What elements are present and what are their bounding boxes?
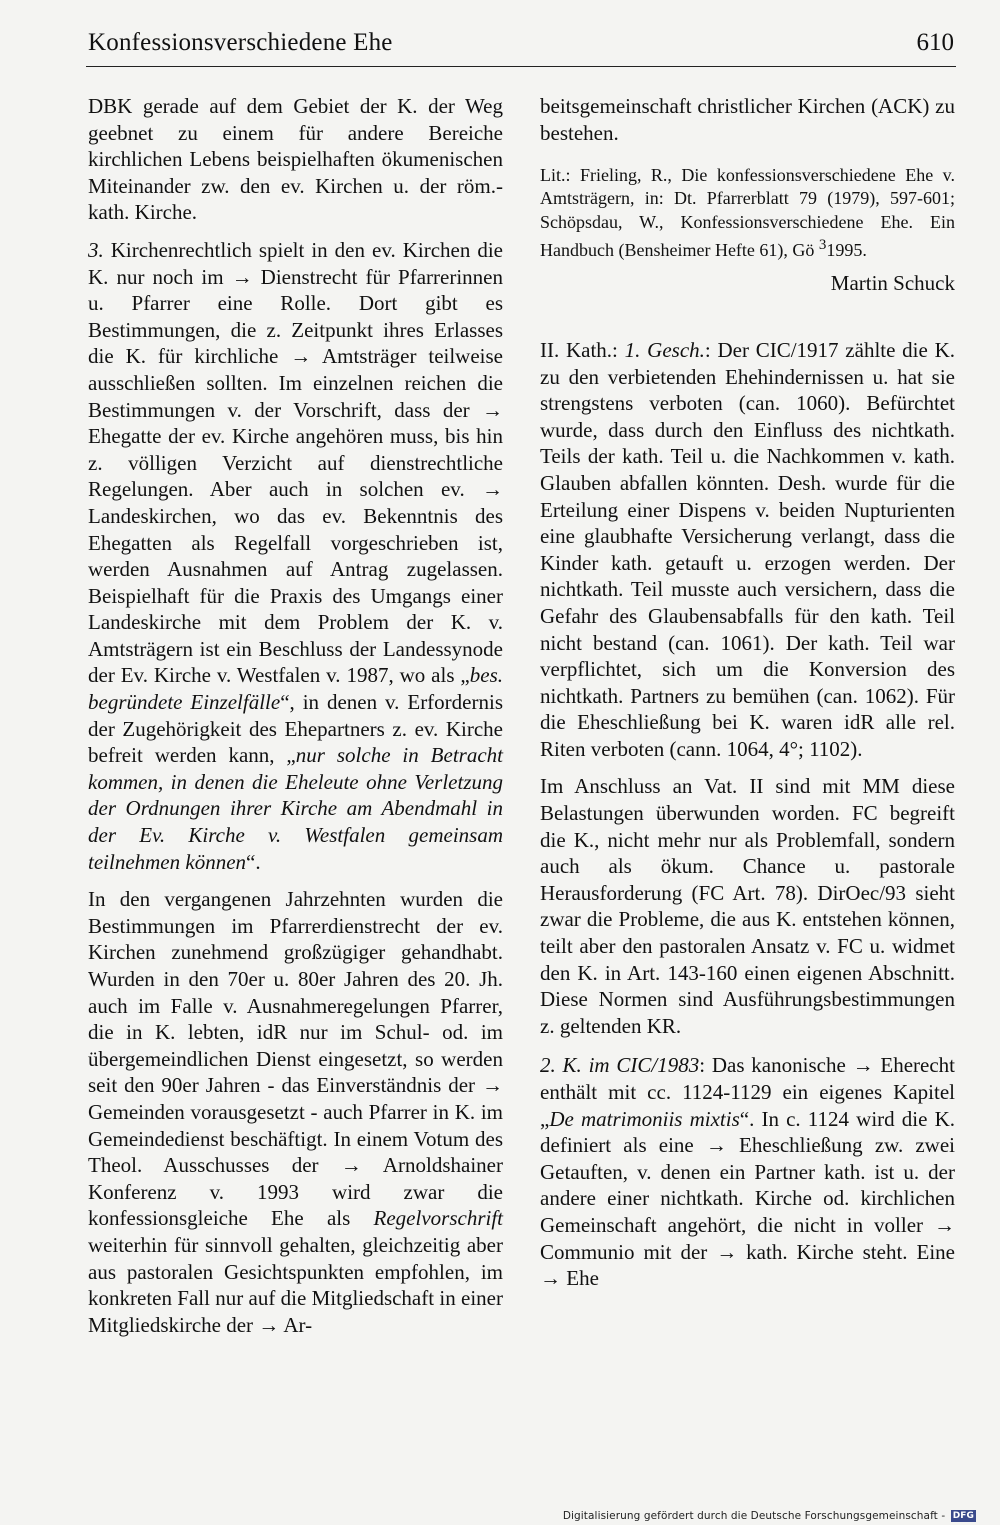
paragraph: In den vergangenen Jahrzehnten wurden die Bestimmungen im Pfarrerdienstrecht der ev. Kirchen zunehmend großzügiger gehandhabt. Wurden in den 70er u. 80er Jahren des 20. Jh. auch im Falle v. Ausnahmeregelungen Pfarrer, die in K. lebten, idR nur im Schul- od. im übergemeindlichen Dienst eingesetzt, so werden seit den 90er Jahren - das Einverständnis der → Gemeinden vorausgesetzt - auch Pfarrer in K. im Gemeindedienst beschäftigt. In einem Votum des Theol. Ausschusses der → Arnoldshainer Konferenz v. 1993 wird zwar die konfessionsgleiche Ehe als Regelvorschrift weiterhin für sinnvoll gehalten, gleichzeitig aber aus pastoralen Gesichtspunkten empfohlen, im konkreten Fall nur auf die Mitgliedschaft in einer Mitgliedskirche der → Ar-: [88, 887, 503, 1337]
paragraph: II. Kath.: 1. Gesch.: Der CIC/1917 zählte die K. zu den verbietenden Ehehindernissen u. hat sie strengstens verboten (can. 1060). Befürchtet wurde, dass durch den Einfluss des nichtkath. Teils der kath. Teil u. die Nachkommen v. kath. Glauben abfallen könnten. Desh. wurde für die Erteilung einer Dispens v. beiden Nupturienten eine glaubhafte Versicherung verlangt, dass die Kinder kath. getauft u. erzogen werden. Der nichtkath. Teil musste auch versichern, dass die Gefahr des Glaubensabfalls für den kath. Teil nicht bestand (can. 1061). Der kath. Teil war verpflichtet, sich um die Konversion des nichtkath. Partners zu bemühen (can. 1062). Für die Eheschließung bei K. waren idR alle rel. Riten verboten (cann. 1064, 4°; 1102).: [540, 337, 955, 761]
left-column: [88, 93, 503, 1349]
header-rule: [86, 66, 956, 67]
dfg-logo: DFG: [952, 1511, 974, 1521]
edition-superscript: 3: [818, 237, 827, 254]
paragraph: 3. Kirchenrechtlich spielt in den ev. Kirchen die K. nur noch im → Dienstrecht für Pfarrerinnen u. Pfarrer eine Rolle. Dort gibt es Bestimmungen, die z. Zeitpunkt ihres Erlasses die K. für kirchliche → Amtsträger teilweise ausschließen sollten. Im einzelnen reichen die Bestimmungen v. der Vorschrift, dass der → Ehegatte der ev. Kirche angehören muss, bis hin z. völligen Verzicht auf dienstrechtliche Regelungen. Aber auch in solchen ev. → Landeskirchen, wo das ev. Bekenntnis des Ehegatten als Regelfall vorgeschrieben ist, werden Ausnahmen auf Antrag zugelassen. Beispielhaft für die Praxis des Umgangs einer Landeskirche mit dem Problem der K. v. Amtsträgern ist ein Beschluss der Landessynode der Ev. Kirche v. Westfalen v. 1987, wo als „bes. begründete Einzelfälle“, in denen v. Erfordernis der Zugehörigkeit des Ehepartners z. ev. Kirche befreit werden kann, „nur solche in Betracht kommen, in denen die Eheleute ohne Verletzung der Ordnungen ihrer Kirche am Abendmahl in der Ev. Kirche v. Westfalen gemeinsam teilnehmen können“.: [88, 237, 503, 874]
italic-quote: nur solche in Betracht kommen, in denen die Eheleute ohne Verletzung der Ordnungen ihrer Kirche am Abendmahl in der Ev. Kirche v. Westfalen gemeinsam teilnehmen können: [88, 743, 503, 874]
literature-references: Lit.: Frieling, R., Die konfessionsverschiedene Ehe v. Amtsträgern, in: Dt. Pfarrerblatt 79 (1979), 597-601; Schöpsdau, W., Konfessionsverschiedene Ehe. Ein Handbuch (Bensheimer Hefte 61), Gö $^3$1995.: [540, 165, 955, 261]
section-heading: 1. Gesch.: [624, 337, 705, 362]
italic-term: Regelvorschrift: [373, 1206, 503, 1231]
paragraph: 2. K. im CIC/1983: Das kanonische → Eherecht enthält mit cc. 1124-1129 ein eigenes Kapitel „De matrimoniis mixtis“. In c. 1124 wird die K. definiert als eine → Eheschließung zw. zwei Getauften, v. denen ein Partner kath. ist u. der andere einer nichtkath. Kirche od. kirchlichen Gemeinschaft angehört, die nicht in voller → Communio mit der → kath. Kirche steht. Eine → Ehe: [540, 1053, 955, 1291]
page-number: 610: [916, 29, 954, 56]
digitization-footer: [563, 1510, 976, 1522]
running-header: [88, 26, 954, 66]
section-number: 3.: [88, 237, 104, 262]
paragraph: Im Anschluss an Vat. II sind mit MM diese Belastungen überwunden worden. FC begreift die K., nicht mehr nur als Problemfall, sondern auch als ökum. Chance u. pastorale Herausforderung (FC Art. 78). DirOec/93 sieht zwar die Probleme, die aus K. entstehen können, teilt aber den pastoralen Ansatz v. FC u. widmet den K. in Art. 143-160 einen eigenen Abschnitt. Diese Normen sind Ausführungsbestimmungen z. geltenden KR.: [540, 774, 955, 1038]
section-heading: 2. K. im CIC/1983: [540, 1053, 700, 1078]
paragraph: DBK gerade auf dem Gebiet der K. der Weg geebnet zu einem für andere Bereiche kirchlichen Lebens beispielhaften ökumenischen Miteinander zw. den ev. Kirchen u. der röm.-kath. Kirche.: [88, 94, 503, 225]
right-column: [540, 93, 955, 1303]
italic-quote: bes. begründete Einzelfälle: [88, 663, 503, 715]
paragraph: beitsgemeinschaft christlicher Kirchen (ACK) zu bestehen.: [540, 94, 955, 145]
author-signature: Martin Schuck: [830, 271, 955, 296]
footer-text: Digitalisierung gefördert durch die Deutsche Forschungsgemeinschaft -: [562, 1510, 946, 1522]
italic-title: De matrimoniis mixtis: [549, 1106, 740, 1131]
running-title: Konfessionsverschiedene Ehe: [88, 29, 393, 56]
